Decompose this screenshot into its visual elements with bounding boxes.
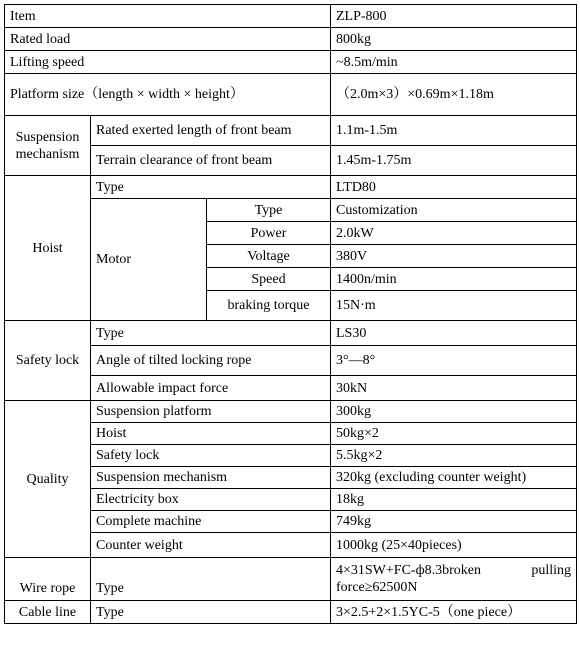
safety-lock-row-label: Angle of tilted locking rope: [91, 346, 331, 376]
quality-row-value: 5.5kg×2: [331, 445, 577, 467]
quality-label: Quality: [5, 401, 91, 558]
cable-line-type-value: 3×2.5+2×1.5YC-5（one piece）: [331, 601, 577, 624]
quality-row-label: Electricity box: [91, 489, 331, 511]
quality-row-label: Safety lock: [91, 445, 331, 467]
row-rated-load: [5, 28, 577, 51]
lifting-speed-value: ~8.5m/min: [331, 51, 577, 74]
motor-row-label: Voltage: [207, 245, 331, 268]
row-quality-6: [5, 511, 577, 533]
safety-lock-row-value: 30kN: [331, 376, 577, 401]
quality-row-value: 749kg: [331, 511, 577, 533]
row-safety-lock-angle: [5, 346, 577, 376]
cable-line-type-label: Type: [91, 601, 331, 624]
row-cable-line: [5, 601, 577, 624]
row-suspension-2: [5, 146, 577, 176]
row-quality-4: [5, 467, 577, 489]
quality-row-label: Hoist: [91, 423, 331, 445]
row-hoist-type: [5, 176, 577, 199]
row-quality-7: [5, 533, 577, 558]
motor-row-label: braking torque: [207, 291, 331, 321]
row-quality-2: [5, 423, 577, 445]
motor-row-value: 15N·m: [331, 291, 577, 321]
quality-row-value: 320kg (excluding counter weight): [331, 467, 577, 489]
item-value: ZLP-800: [331, 5, 577, 28]
wire-rope-type-value: 4×31SW+FC-ф8.3broken pulling force≥62500N: [331, 558, 577, 601]
platform-size-label: Platform size（length × width × height）: [5, 74, 331, 116]
row-motor-type: [5, 199, 577, 222]
rated-load-label: Rated load: [5, 28, 331, 51]
motor-row-value: Customization: [331, 199, 577, 222]
safety-lock-row-label: Type: [91, 321, 331, 346]
suspension-row-value: 1.45m-1.75m: [331, 146, 577, 176]
row-safety-lock-impact: [5, 376, 577, 401]
suspension-row-label: Rated exerted length of front beam: [91, 116, 331, 146]
motor-row-label: Power: [207, 222, 331, 245]
suspension-row-value: 1.1m-1.5m: [331, 116, 577, 146]
wire-rope-label: Wire rope: [5, 558, 91, 601]
suspension-mechanism-label: Suspension mechanism: [5, 116, 91, 176]
row-lifting-speed: [5, 51, 577, 74]
hoist-type-label: Type: [91, 176, 331, 199]
row-quality-1: [5, 401, 577, 423]
quality-row-value: 50kg×2: [331, 423, 577, 445]
quality-row-value: 18kg: [331, 489, 577, 511]
quality-row-value: 1000kg (25×40pieces): [331, 533, 577, 558]
row-quality-5: [5, 489, 577, 511]
motor-row-value: 2.0kW: [331, 222, 577, 245]
motor-label: Motor: [91, 199, 207, 321]
safety-lock-row-value: LS30: [331, 321, 577, 346]
quality-row-label: Suspension platform: [91, 401, 331, 423]
quality-row-label: Complete machine: [91, 511, 331, 533]
row-quality-3: [5, 445, 577, 467]
row-item: [5, 5, 577, 28]
motor-row-value: 380V: [331, 245, 577, 268]
specification-table: [4, 4, 577, 624]
suspension-row-label: Terrain clearance of front beam: [91, 146, 331, 176]
cable-line-label: Cable line: [5, 601, 91, 624]
safety-lock-row-label: Allowable impact force: [91, 376, 331, 401]
rated-load-value: 800kg: [331, 28, 577, 51]
quality-row-value: 300kg: [331, 401, 577, 423]
motor-row-label: Speed: [207, 268, 331, 291]
wire-rope-type-label: Type: [91, 558, 331, 601]
item-label: Item: [5, 5, 331, 28]
motor-row-value: 1400n/min: [331, 268, 577, 291]
row-platform-size: [5, 74, 577, 116]
row-suspension-1: [5, 116, 577, 146]
safety-lock-row-value: 3°—8°: [331, 346, 577, 376]
row-safety-lock-type: [5, 321, 577, 346]
quality-row-label: Counter weight: [91, 533, 331, 558]
hoist-label: Hoist: [5, 176, 91, 321]
lifting-speed-label: Lifting speed: [5, 51, 331, 74]
quality-row-label: Suspension mechanism: [91, 467, 331, 489]
platform-size-value: （2.0m×3）×0.69m×1.18m: [331, 74, 577, 116]
hoist-type-value: LTD80: [331, 176, 577, 199]
row-wire-rope: [5, 558, 577, 601]
safety-lock-label: Safety lock: [5, 321, 91, 401]
motor-row-label: Type: [207, 199, 331, 222]
